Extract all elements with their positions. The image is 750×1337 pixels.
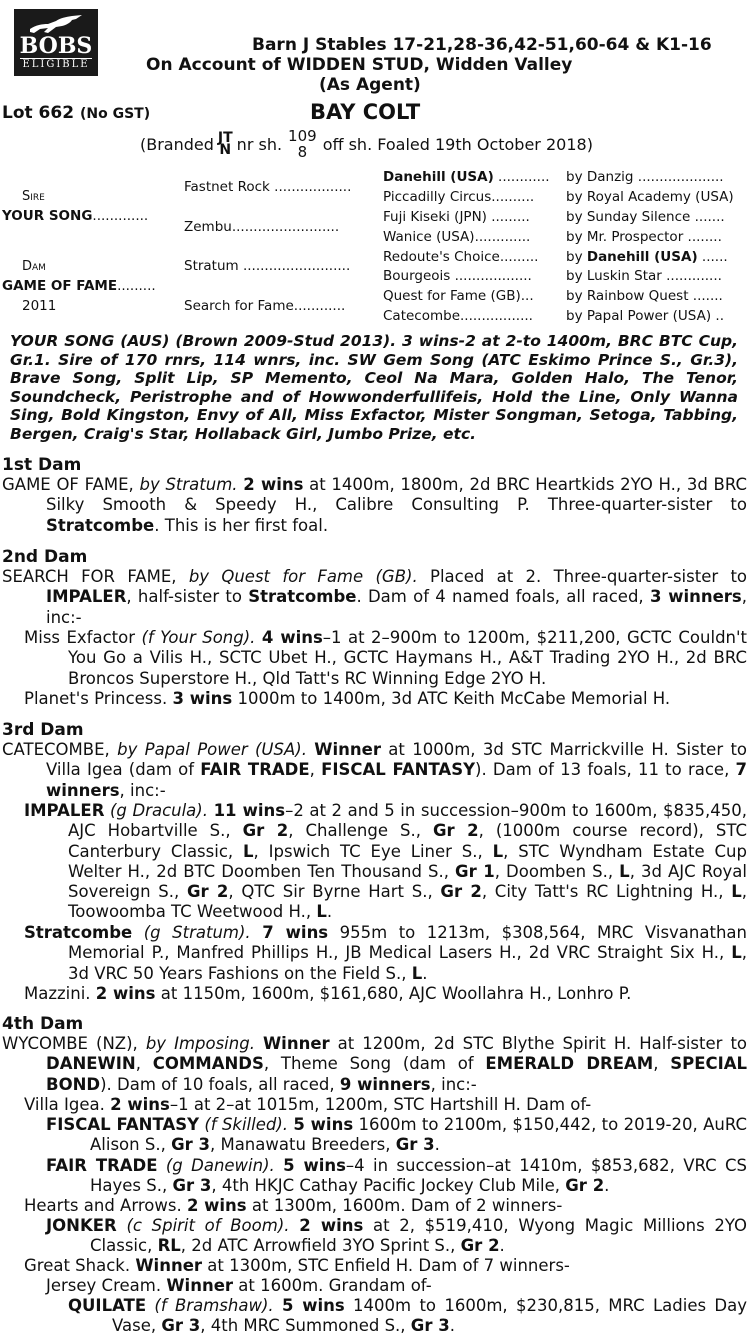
- gen3-4: Wanice (USA).............: [383, 229, 531, 245]
- gen3-5: Redoute's Choice.........: [383, 249, 539, 265]
- brand-end-text: off sh. Foaled 19th October 2018): [322, 134, 593, 154]
- dam-name-text: GAME OF FAME: [2, 278, 118, 294]
- logo-text: BOBS: [19, 33, 93, 59]
- brand-mid-text: nr sh.: [236, 134, 283, 154]
- racehorse-icon: [26, 13, 86, 35]
- gen4-7-text: by Rainbow Quest: [566, 288, 689, 304]
- gst-note: (No GST): [79, 106, 151, 122]
- hearts-and-arrows-entry: Hearts and Arrows. 2 wins at 1300m, 1600m. Dam of 2 winners-: [24, 1196, 563, 1215]
- miss-exfactor-entry: Miss Exfactor (f Your Song). 4 wins–1 at 2–900m to 1200m, $211,200, GCTC Couldn't You Go a Vilis H., SCTC Ubet H., GCTC Haymans H., A&T Trading 2YO H., 2d BRC Broncos Superstore H., Qld Tatt's RC Winning Edge 2YO H.: [24, 628, 747, 688]
- sire-name: YOUR SONG.............: [2, 208, 149, 224]
- sire-biography: YOUR SONG (AUS) (Brown 2009-Stud 2013). 3 wins-2 at 2-to 1400m, BRC BTC Cup, Gr.1. Sire of 170 rnrs, 114 wnrs, inc. SW Gem Song (ATC Eskimo Prince S., Gr.3), Brave Song, Split Lip, SP Memento, Ceol Na Mara, Golden Halo, The Tenor, Soundcheck, Peristrophe and of Howwonderfullifeis, Hold the Line, Only Wanna Sing, Bold Kingston, Envy of All, Miss Exfactor, Mister Songman, Setoga, Tabbing, Bergen, Craig's Star, Hollaback Girl, Jumbo Prize, etc.: [10, 332, 738, 443]
- sire-label: Sire: [22, 189, 45, 204]
- dam-year: 2011: [22, 298, 57, 314]
- fourth-dam-paragraph: WYCOMBE (NZ), by Imposing. Winner at 1200m, 2d STC Blythe Spirit H. Half-sister to DANEWIN, COMMANDS, Theme Song (dam of EMERALD DREAM, SPECIAL BOND). Dam of 10 foals, all raced, 9 winners, inc:-: [2, 1034, 748, 1094]
- gen4-4: by Mr. Prospector ........: [566, 229, 722, 245]
- gen2-4-text: Search for Fame: [184, 298, 294, 314]
- mazzini-entry: Mazzini. 2 wins at 1150m, 1600m, $161,680, AJC Woollahra H., Lonhro P.: [24, 984, 632, 1003]
- third-dam-heading: 3rd Dam: [2, 720, 84, 740]
- gen2-3: Stratum .........................: [184, 258, 351, 274]
- lot-number: [2, 103, 150, 123]
- barn-location: Barn J Stables 17-21,28-36,42-51,60-64 & K1-16: [252, 35, 712, 55]
- gen3-4-text: Wanice (USA): [383, 229, 475, 245]
- fourth-dam-heading: 4th Dam: [2, 1014, 84, 1034]
- second-dam-paragraph: SEARCH FOR FAME, by Quest for Fame (GB). Placed at 2. Three-quarter-sister to IMPALER, half-sister to Stratcombe. Dam of 4 named foals, all raced, 3 winners, inc:-: [2, 567, 748, 627]
- first-dam-heading: 1st Dam: [2, 455, 82, 475]
- gen3-3: Fuji Kiseki (JPN) .........: [383, 209, 530, 225]
- gen4-1-text: by Danzig: [566, 169, 634, 185]
- gen4-7: by Rainbow Quest .......: [566, 288, 723, 304]
- quilate-entry: QUILATE (f Bramshaw). 5 wins 1400m to 1600m, $230,815, MRC Ladies Day Vase, Gr 3, 4th MRC Summoned S., Gr 3.: [68, 1296, 747, 1336]
- gen3-8-text: Catecombe: [383, 308, 461, 324]
- lot-label: Lot 662: [2, 103, 75, 123]
- logo-subtext: ELIGIBLE: [20, 58, 92, 71]
- horse-sex-colour: BAY COLT: [310, 100, 421, 124]
- brand-denominator: 8: [297, 143, 308, 161]
- gen2-2-text: Zembu: [184, 219, 232, 235]
- gen4-3: by Sunday Silence .......: [566, 209, 725, 225]
- second-dam-heading: 2nd Dam: [2, 547, 88, 567]
- gen2-4: Search for Fame............: [184, 298, 346, 314]
- bobs-eligible-logo: [14, 9, 98, 76]
- jersey-cream-entry: Jersey Cream. Winner at 1600m. Grandam of-: [46, 1276, 432, 1295]
- gen4-3-text: by Sunday Silence: [566, 209, 691, 225]
- brand-fraction: [288, 128, 317, 160]
- gen3-6: Bourgeois ..................: [383, 268, 532, 284]
- jonker-entry: JONKER (c Spirit of Boom). 2 wins at 2, $519,410, Wyong Magic Millions 2YO Classic, RL, 2d ATC Arrowfield 3YO Sprint S., Gr 2.: [46, 1216, 748, 1256]
- sire-name-text: YOUR SONG: [2, 208, 93, 224]
- gen4-6: by Luskin Star .............: [566, 268, 722, 284]
- gen3-8: Catecombe.................: [383, 308, 533, 324]
- gen2-2: Zembu.........................: [184, 219, 340, 235]
- fair-trade-entry: FAIR TRADE (g Danewin). 5 wins–4 in succession–at 1410m, $853,682, VRC CS Hayes S., Gr 3, 4th HKJC Cathay Pacific Jockey Club Mile, Gr 2.: [46, 1156, 747, 1196]
- gen4-5: by Danehill (USA) ......: [566, 249, 728, 265]
- gen4-6-text: by Luskin Star: [566, 268, 662, 284]
- gen2-1: Fastnet Rock ..................: [184, 179, 352, 195]
- vendor-account: On Account of WIDDEN STUD, Widden Valley: [146, 55, 573, 75]
- dam-label: Dam: [22, 259, 46, 274]
- great-shack-entry: Great Shack. Winner at 1300m, STC Enfield H. Dam of 7 winners-: [24, 1256, 570, 1275]
- brand-mark-top: JT: [217, 130, 233, 146]
- brand-description: [140, 128, 593, 160]
- dam-name: GAME OF FAME.........: [2, 278, 156, 294]
- gen4-8: by Papal Power (USA) ..: [566, 308, 724, 324]
- villa-igea-entry: Villa Igea. 2 wins–1 at 2–at 1015m, 1200m, STC Hartshill H. Dam of-: [24, 1095, 592, 1114]
- brand-open-text: (Branded: [140, 134, 214, 154]
- gen2-3-text: Stratum: [184, 258, 239, 274]
- gen3-2: Piccadilly Circus..........: [383, 189, 535, 205]
- gen3-1: Danehill (USA) ............: [383, 169, 550, 185]
- gen3-1-text: Danehill (USA): [383, 169, 494, 185]
- gen3-3-text: Fuji Kiseki (JPN): [383, 209, 487, 225]
- agent-note: (As Agent): [319, 75, 421, 95]
- planets-princess-entry: Planet's Princess. 3 wins 1000m to 1400m, 3d ATC Keith McCabe Memorial H.: [24, 689, 671, 708]
- first-dam-paragraph: GAME OF FAME, by Stratum. 2 wins at 1400m, 1800m, 2d BRC Heartkids 2YO H., 3d BRC Silky Smooth & Speedy H., Calibre Consulting P. Three-quarter-sister to Stratcombe. This is her first foal.: [2, 475, 747, 535]
- brand-mark-bottom: N: [219, 142, 232, 158]
- gen3-7-text: Quest for Fame (GB): [383, 288, 521, 304]
- fiscal-fantasy-entry: FISCAL FANTASY (f Skilled). 5 wins 1600m to 2100m, $150,442, to 2019-20, AuRC Alison S., Gr 3, Manawatu Breeders, Gr 3.: [46, 1115, 747, 1155]
- brand-mark: [218, 132, 233, 156]
- gen3-6-text: Bourgeois: [383, 268, 451, 284]
- impaler-entry: IMPALER (g Dracula). 11 wins–2 at 2 and 5 in succession–900m to 1600m, $835,450, AJC Hobartville S., Gr 2, Challenge S., Gr 2, (1000m course record), STC Canterbury Classic, L, Ipswich TC Eye Liner S., L, STC Wyndham Estate Cup Welter H., 2d BTC Doomben Ten Thousand S., Gr 1, Doomben S., L, 3d AJC Royal Sovereign S., Gr 2, QTC Sir Byrne Hart S., Gr 2, City Tatt's RC Lightning H., L, Toowoomba TC Weetwood H., L.: [24, 801, 748, 922]
- gen4-1: by Danzig ....................: [566, 169, 724, 185]
- gen4-2: by Royal Academy (USA): [566, 189, 734, 205]
- third-dam-paragraph: CATECOMBE, by Papal Power (USA). Winner at 1000m, 3d STC Marrickville H. Sister to Villa Igea (dam of FAIR TRADE, FISCAL FANTASY). Dam of 13 foals, 11 to race, 7 winners, inc:-: [2, 740, 748, 800]
- gen3-2-text: Piccadilly Circus: [383, 189, 492, 205]
- stratcombe-entry: Stratcombe (g Stratum). 7 wins 955m to 1213m, $308,564, MRC Visvanathan Memorial P., Manfred Phillips H., JB Medical Lasers H., 2d VRC Straight Six H., L, 3d VRC 50 Years Fashions on the Field S., L.: [24, 923, 747, 983]
- brand-numerator: 109: [288, 127, 317, 145]
- gen2-1-text: Fastnet Rock: [184, 179, 270, 195]
- gen3-5-text: Redoute's Choice: [383, 249, 500, 265]
- gen4-8-text: by Papal Power (USA): [566, 308, 712, 324]
- gen3-7: Quest for Fame (GB)...: [383, 288, 534, 304]
- gen4-4-text: by Mr. Prospector: [566, 229, 684, 245]
